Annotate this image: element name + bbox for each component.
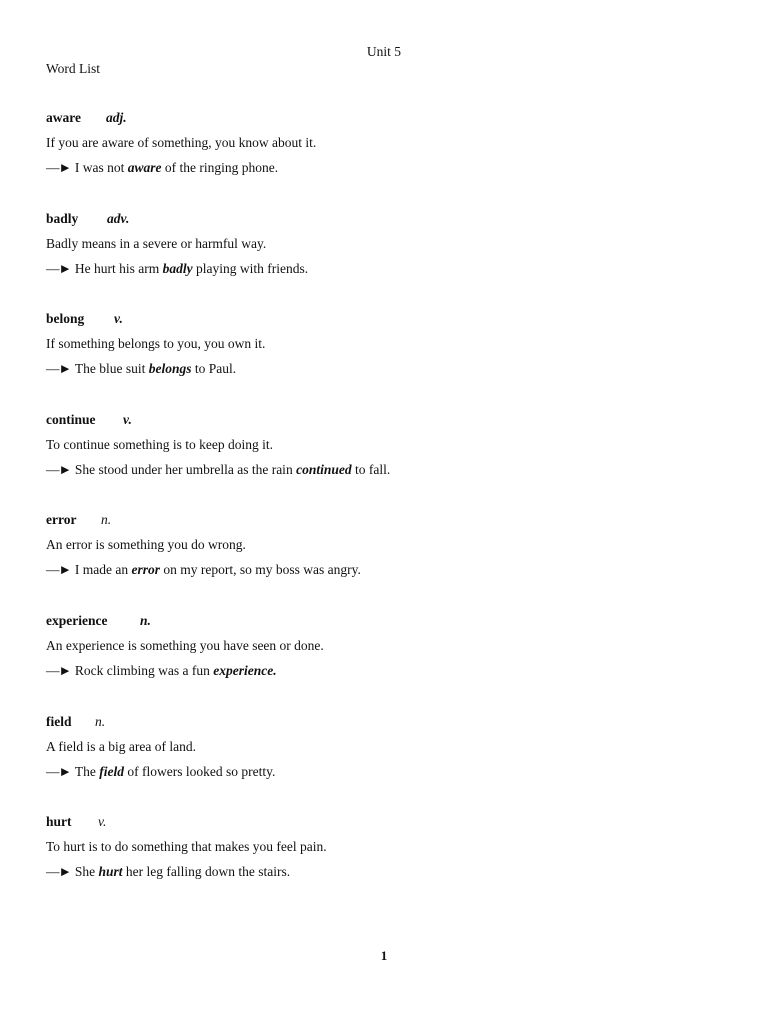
page-number: 1 [380,948,388,963]
example-keyword: experience. [213,662,277,678]
entry-definition: If you are aware of something, you know about it. [46,135,317,150]
word-entry-field [46,714,726,815]
entry-example [46,562,361,578]
example-keyword: continued [296,461,352,477]
example-text-after: to Paul. [191,361,237,377]
arrow-icon: —► [46,864,71,880]
entry-word: hurt [46,814,72,830]
example-text-after: to fall. [351,461,391,477]
arrow-icon: —► [46,562,71,578]
entry-word: experience [46,612,108,628]
entry-word: belong [46,311,85,327]
example-text-after: of the ringing phone. [161,160,279,175]
part-of-speech: n. [95,713,106,729]
entry-headline [46,311,123,329]
arrow-icon: —► [46,662,71,678]
entry-headline [46,613,151,631]
example-text-before: Rock climbing was a fun [74,662,214,678]
entry-definition: An experience is something you have seen or done. [46,637,324,653]
unit-title: Unit 5 [366,44,402,59]
entry-example [46,160,278,176]
entry-headline [46,211,129,229]
entry-headline [46,814,106,832]
word-list-title: Word List [46,61,101,76]
entry-example [46,261,308,277]
example-text-before: She stood under her umbrella as the rain [74,461,297,477]
entry-definition: To continue something is to keep doing it. [46,436,274,452]
example-text-before: I made an [74,562,132,578]
part-of-speech: n. [101,512,112,528]
word-list [46,110,726,915]
example-keyword: aware [127,160,162,175]
example-text-after: her leg falling down the stairs. [122,864,291,880]
part-of-speech: n. [140,612,151,628]
part-of-speech: v. [123,411,132,427]
entry-headline [46,512,111,530]
arrow-icon: —► [46,361,71,377]
example-text-after: on my report, so my boss was angry. [160,562,361,578]
word-entry-error [46,512,726,613]
entry-example [46,361,236,377]
example-keyword: belongs [148,361,192,377]
entry-definition: To hurt is to do something that makes you feel pain. [46,839,327,855]
example-keyword: badly [162,260,193,276]
word-entry-experience [46,613,726,714]
entry-word: aware [46,110,81,125]
part-of-speech: v. [98,814,107,830]
arrow-icon: —► [46,160,71,175]
word-entry-badly [46,211,726,312]
part-of-speech: v. [114,311,123,327]
part-of-speech: adj. [106,110,127,125]
entry-definition: Badly means in a severe or harmful way. [46,235,267,251]
entry-headline [46,110,127,128]
example-text-after: of flowers looked so pretty. [124,763,276,779]
entry-word: continue [46,411,96,427]
word-entry-belong [46,311,726,412]
entry-example [46,663,277,679]
entry-headline [46,412,132,430]
entry-word: field [46,713,72,729]
part-of-speech: adv. [107,210,130,226]
word-entry-aware [46,110,726,211]
arrow-icon: —► [46,461,71,477]
entry-example [46,462,390,478]
example-text-before: The blue suit [74,361,149,377]
example-text-before: He hurt his arm [74,260,163,276]
arrow-icon: —► [46,763,71,779]
entry-definition: An error is something you do wrong. [46,537,246,553]
example-keyword: error [131,562,160,578]
entry-example [46,864,290,880]
example-text-after: playing with friends. [192,260,309,276]
example-keyword: field [99,763,124,779]
word-entry-continue [46,412,726,513]
example-text-before: She [74,864,99,880]
entry-definition: If something belongs to you, you own it. [46,336,266,352]
word-entry-hurt [46,814,726,915]
example-keyword: hurt [98,864,123,880]
entry-definition: A field is a big area of land. [46,738,196,754]
example-text-before: I was not [74,160,128,175]
entry-word: error [46,512,77,528]
entry-example [46,764,275,780]
entry-word: badly [46,210,79,226]
example-text-before: The [74,763,100,779]
entry-headline [46,714,105,732]
arrow-icon: —► [46,260,71,276]
